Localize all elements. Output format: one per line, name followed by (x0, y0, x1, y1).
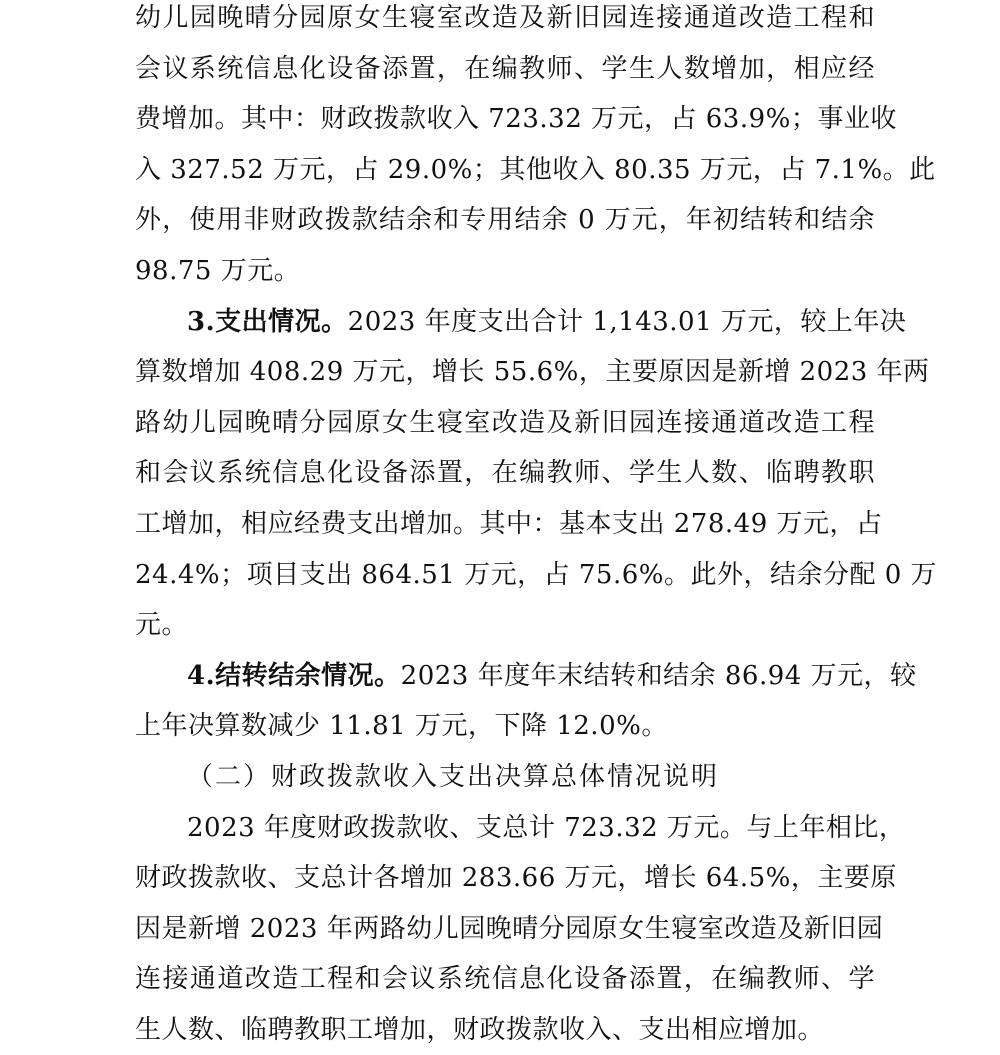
paragraph (135, 0, 875, 297)
heading-line (135, 752, 875, 803)
line-text: 算数增加 408.29 万元，增长 55.6%，主要原因是新增 2023 年两 (135, 357, 930, 387)
line-text: 财政拨款收、支总计各增加 283.66 万元，增长 64.5%，主要原 (135, 863, 897, 893)
line-text: 生人数、临聘教职工增加，财政拨款收入、支出相应增加。 (135, 1015, 824, 1045)
text-line (135, 954, 875, 1005)
text-line (135, 651, 875, 702)
line-text: （二）财政拨款收入支出决算总体情况说明 (187, 762, 719, 792)
document-body (135, 0, 875, 1055)
text-line (135, 94, 875, 145)
line-text: 98.75 万元。 (135, 256, 300, 286)
section-heading (135, 752, 875, 803)
text-line (135, 44, 875, 95)
line-text: 元。 (135, 610, 188, 640)
text-line (135, 1005, 875, 1055)
text-line (135, 448, 875, 499)
line-text: 费增加。其中：财政拨款收入 723.32 万元，占 63.9%；事业收 (135, 104, 897, 134)
line-text: 24.4%；项目支出 864.51 万元，占 75.6%。此外，结余分配 0 万 (135, 560, 937, 590)
line-text: 幼儿园晚晴分园原女生寝室改造及新旧园连接通道改造工程和 (135, 3, 875, 33)
paragraph-lead: 4.结转结余情况。 (187, 661, 401, 691)
line-text: 2023 年度支出合计 1,143.01 万元，较上年决 (348, 307, 907, 337)
line-text: 入 327.52 万元，占 29.0%；其他收入 80.35 万元，占 7.1%。此 (135, 155, 936, 185)
text-line (135, 803, 875, 854)
line-text: 连接通道改造工程和会议系统信息化设备添置，在编教师、学 (135, 964, 875, 994)
text-line (135, 297, 875, 348)
line-text: 工增加，相应经费支出增加。其中：基本支出 278.49 万元，占 (135, 509, 883, 539)
text-line (135, 0, 875, 44)
line-text: 会议系统信息化设备添置，在编教师、学生人数增加，相应经 (135, 54, 875, 84)
paragraph (135, 651, 875, 752)
text-line (135, 904, 875, 955)
text-line (135, 701, 875, 752)
text-line (135, 550, 875, 601)
line-text: 和会议系统信息化设备添置，在编教师、学生人数、临聘教职 (135, 458, 875, 488)
line-text: 2023 年度年末结转和结余 86.94 万元，较 (401, 661, 917, 691)
paragraph (135, 297, 875, 651)
line-text: 因是新增 2023 年两路幼儿园晚晴分园原女生寝室改造及新旧园 (135, 914, 883, 944)
text-line (135, 398, 875, 449)
line-text: 上年决算数减少 11.81 万元，下降 12.0%。 (135, 711, 668, 741)
line-text: 路幼儿园晚晴分园原女生寝室改造及新旧园连接通道改造工程 (135, 408, 875, 438)
text-line (135, 195, 875, 246)
text-line (135, 853, 875, 904)
line-text: 外，使用非财政拨款结余和专用结余 0 万元，年初结转和结余 (135, 205, 875, 235)
paragraph-lead: 3.支出情况。 (187, 307, 348, 337)
text-line (135, 347, 875, 398)
paragraph (135, 803, 875, 1055)
line-text: 2023 年度财政拨款收、支总计 723.32 万元。与上年相比， (187, 813, 905, 843)
text-line (135, 600, 875, 651)
text-line (135, 499, 875, 550)
text-line (135, 246, 875, 297)
text-line (135, 145, 875, 196)
